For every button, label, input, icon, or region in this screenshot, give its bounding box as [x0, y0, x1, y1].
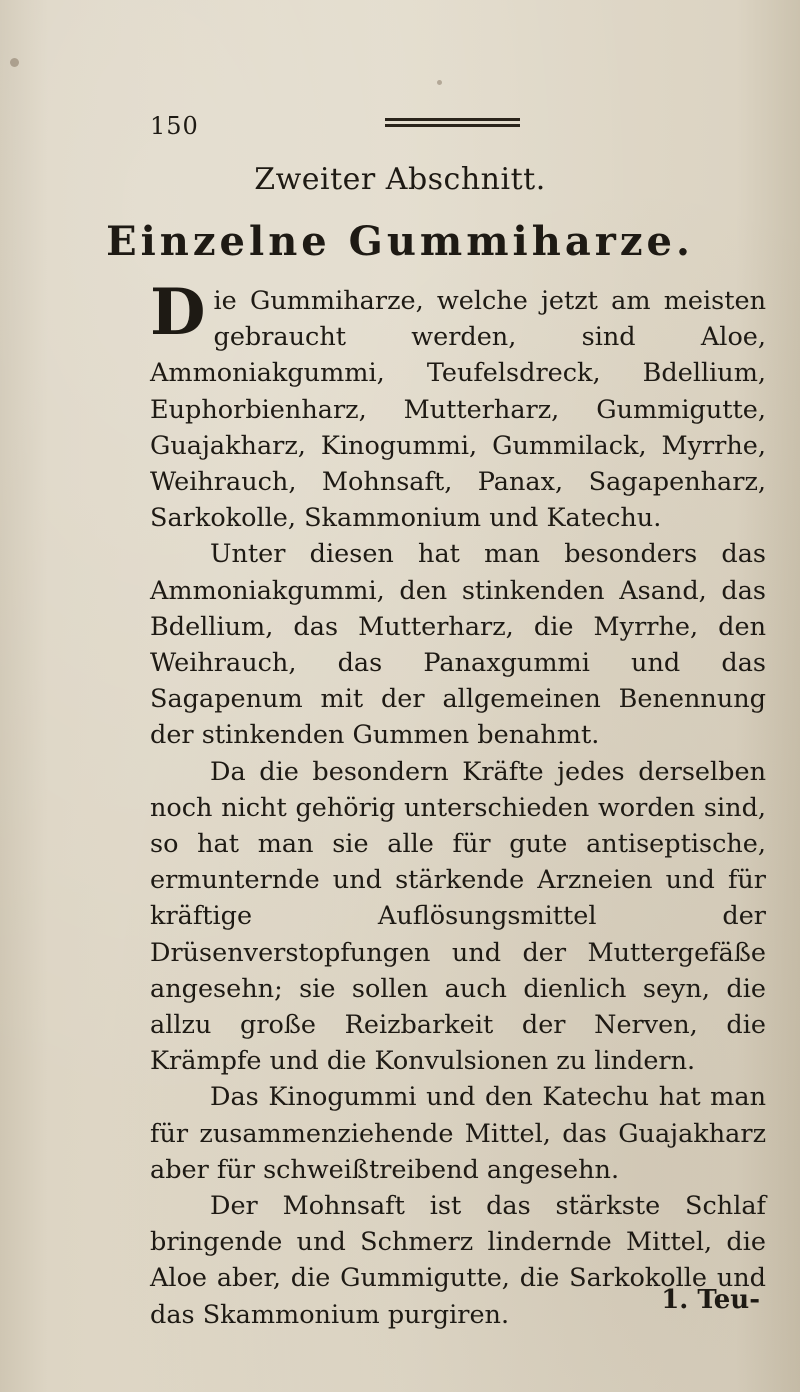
body-text	[150, 275, 766, 1333]
paragraph: Der Mohnsaft ist das stärkste Schlaf bringende und Schmerz lindernde Mittel, die Aloe aber, die Gummigutte, die Sarkokolle und das Skammonium purgiren.	[150, 1191, 766, 1330]
ink-spot	[10, 58, 19, 67]
chapter-title: Einzelne Gummiharze.	[106, 218, 694, 265]
catchword: 1. Teu-	[661, 1285, 760, 1315]
paragraph-text: ie Gummiharze, welche jetzt am meisten gebraucht werden, sind Aloe, Ammoniakgummi, Teufelsdreck, Bdellium, Euphorbienharz, Mutterharz, Gummigutte, Guajakharz, Kinogummi, Gummilack, Myrrhe, Weihrauch, Mohnsaft, Panax, Sagapenharz, Sarkokolle, Skammonium und Katechu.	[150, 286, 766, 534]
paragraph: Da die besondern Kräfte jedes derselben noch nicht gehörig unterschieden worden sind, so hat man sie alle für gute antiseptische, ermunternde und stärkende Arzneien und für kräftige Auflösungsmittel der Drüsenverstopfungen und der Muttergefäße angesehn; sie sollen auch dienlich seyn, die allzu große Reizbarkeit der Nerven, die Krämpfe und die Konvulsionen zu lindern.	[150, 756, 766, 1077]
paragraph: Das Kinogummi und den Katechu hat man für zusammenziehende Mittel, das Guajakharz aber für schweißtreibend angesehn.	[150, 1082, 766, 1185]
drop-cap: D	[150, 275, 206, 350]
ink-spot	[437, 80, 442, 85]
page-number: 150	[150, 112, 199, 140]
paragraph	[150, 275, 766, 536]
section-title: Zweiter Abschnitt.	[254, 162, 546, 197]
paragraph: Unter diesen hat man besonders das Ammoniakgummi, den stinkenden Asand, das Bdellium, das Mutterharz, die Myrrhe, den Weihrauch, das Panaxgummi und das Sagapenum mit der allgemeinen Benennung der stinkenden Gummen benahmt.	[150, 539, 766, 751]
header-rule	[385, 118, 520, 132]
